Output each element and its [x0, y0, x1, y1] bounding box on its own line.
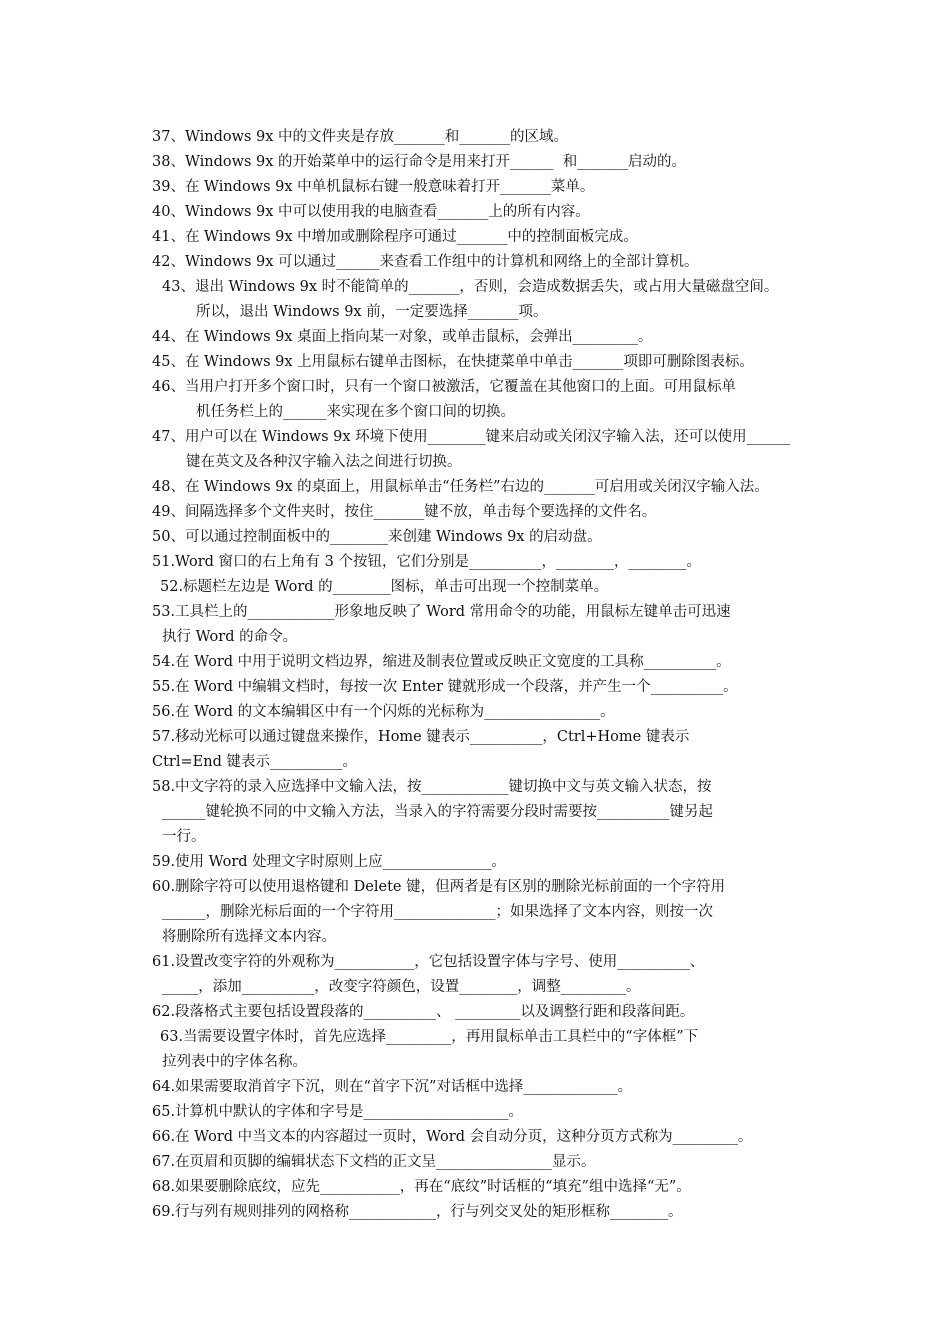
- question-53: 53.工具栏上的____________形象地反映了 Word 常用命令的功能，用鼠标左键单击可迅速: [152, 604, 731, 620]
- question-45: 45、在 Windows 9x 上用鼠标右键单击图标，在快捷菜单中单击_______项即可删除图表标。: [152, 354, 754, 370]
- question-58: 58.中文字符的录入应选择中文输入法，按____________键切换中文与英文输入状态，按: [152, 779, 712, 795]
- question-43-cont: 所以，退出 Windows 9x 前，一定要选择_______项。: [196, 304, 548, 320]
- question-51: 51.Word 窗口的右上角有 3 个按钮，它们分别是__________，________，________。: [152, 554, 701, 570]
- question-37: 37、Windows 9x 中的文件夹是存放_______和_______的区域。: [152, 129, 569, 145]
- question-38: 38、Windows 9x 的开始菜单中的运行命令是用来打开______ 和_______启动的。: [152, 154, 687, 170]
- question-64: 64.如果需要取消首字下沉，则在“首字下沉”对话框中选择_____________。: [152, 1079, 633, 1095]
- question-50: 50、可以通过控制面板中的________来创建 Windows 9x 的启动盘。: [152, 529, 602, 545]
- question-68: 68.如果要删除底纹，应先___________，再在“底纹”时话框的“填充”组中选择“无”。: [152, 1179, 691, 1195]
- question-48: 48、在 Windows 9x 的桌面上，用鼠标单击“任务栏”右边的_______可启用或关闭汉字输入法。: [152, 479, 769, 495]
- question-58-cont: ______键轮换不同的中文输入方法，当录入的字符需要分段时需要按__________键另起: [162, 804, 713, 820]
- question-46: 46、当用户打开多个窗口时，只有一个窗口被激活，它覆盖在其他窗口的上面。可用鼠标单: [152, 379, 736, 395]
- question-43: 43、退出 Windows 9x 时不能简单的_______，否则，会造成数据丢失，或占用大量磁盘空间。: [162, 279, 779, 295]
- question-67: 67.在页眉和页脚的编辑状态下文档的正文呈________________显示。: [152, 1154, 596, 1170]
- question-39: 39、在 Windows 9x 中单机鼠标右键一般意味着打开_______菜单。: [152, 179, 595, 195]
- question-61-cont: _____，添加__________，改变字符颜色，设置________，调整_________。: [162, 979, 641, 995]
- question-44: 44、在 Windows 9x 桌面上指向某一对象，或单击鼠标，会弹出_________。: [152, 329, 653, 345]
- question-53-cont: 执行 Word 的命令。: [162, 629, 298, 645]
- question-52: 52.标题栏左边是 Word 的________图标，单击可出现一个控制菜单。: [160, 579, 609, 595]
- question-63-cont: 拉列表中的字体名称。: [162, 1054, 307, 1070]
- question-59: 59.使用 Word 处理文字时原则上应_______________。: [152, 854, 506, 870]
- question-42: 42、Windows 9x 可以通过______来查看工作组中的计算机和网络上的全部计算机。: [152, 254, 699, 270]
- question-46-cont: 机任务栏上的______来实现在多个窗口间的切换。: [196, 404, 515, 420]
- question-40: 40、Windows 9x 中可以使用我的电脑查看_______上的所有内容。: [152, 204, 590, 220]
- question-66: 66.在 Word 中当文本的内容超过一页时，Word 会自动分页，这种分页方式称为_________。: [152, 1129, 753, 1145]
- question-47-cont: 键在英文及各种汉字输入法之间进行切换。: [186, 454, 462, 470]
- question-60-cont2: 将删除所有选择文本内容。: [162, 929, 336, 945]
- question-49: 49、间隔选择多个文件夹时，按住_______键不放，单击每个要选择的文件名。: [152, 504, 657, 520]
- question-58-cont2: 一行。: [162, 829, 206, 845]
- question-47: 47、用户可以在 Windows 9x 环境下使用________键来启动或关闭汉字输入法，还可以使用______: [152, 429, 791, 445]
- question-60: 60.删除字符可以使用退格键和 Delete 键，但两者是有区别的删除光标前面的一个字符用: [152, 879, 726, 895]
- question-65: 65.计算机中默认的字体和字号是____________________。: [152, 1104, 524, 1120]
- question-57-cont: Ctrl=End 键表示__________。: [152, 754, 357, 770]
- question-61: 61.设置改变字符的外观称为___________，它包括设置字体与字号、使用__________、: [152, 954, 705, 970]
- question-55: 55.在 Word 中编辑文档时，每按一次 Enter 键就形成一个段落，并产生一个__________。: [152, 679, 738, 695]
- question-57: 57.移动光标可以通过键盘来操作，Home 键表示__________，Ctrl+Home 键表示: [152, 729, 690, 745]
- question-54: 54.在 Word 中用于说明文档边界，缩进及制表位置或反映正文宽度的工具称__________。: [152, 654, 731, 670]
- question-63: 63.当需要设置字体时，首先应选择_________，再用鼠标单击工具栏中的“字体框”下: [160, 1029, 699, 1045]
- question-69: 69.行与列有规则排列的网格称____________，行与列交叉处的矩形框称________。: [152, 1204, 683, 1220]
- question-62: 62.段落格式主要包括设置段落的__________、 _________以及调整行距和段落间距。: [152, 1004, 695, 1020]
- question-56: 56.在 Word 的文本编辑区中有一个闪烁的光标称为________________。: [152, 704, 615, 720]
- question-60-cont: ______，删除光标后面的一个字符用______________；如果选择了文本内容，则按一次: [162, 904, 713, 920]
- question-41: 41、在 Windows 9x 中增加或删除程序可通过_______中的控制面板完成。: [152, 229, 638, 245]
